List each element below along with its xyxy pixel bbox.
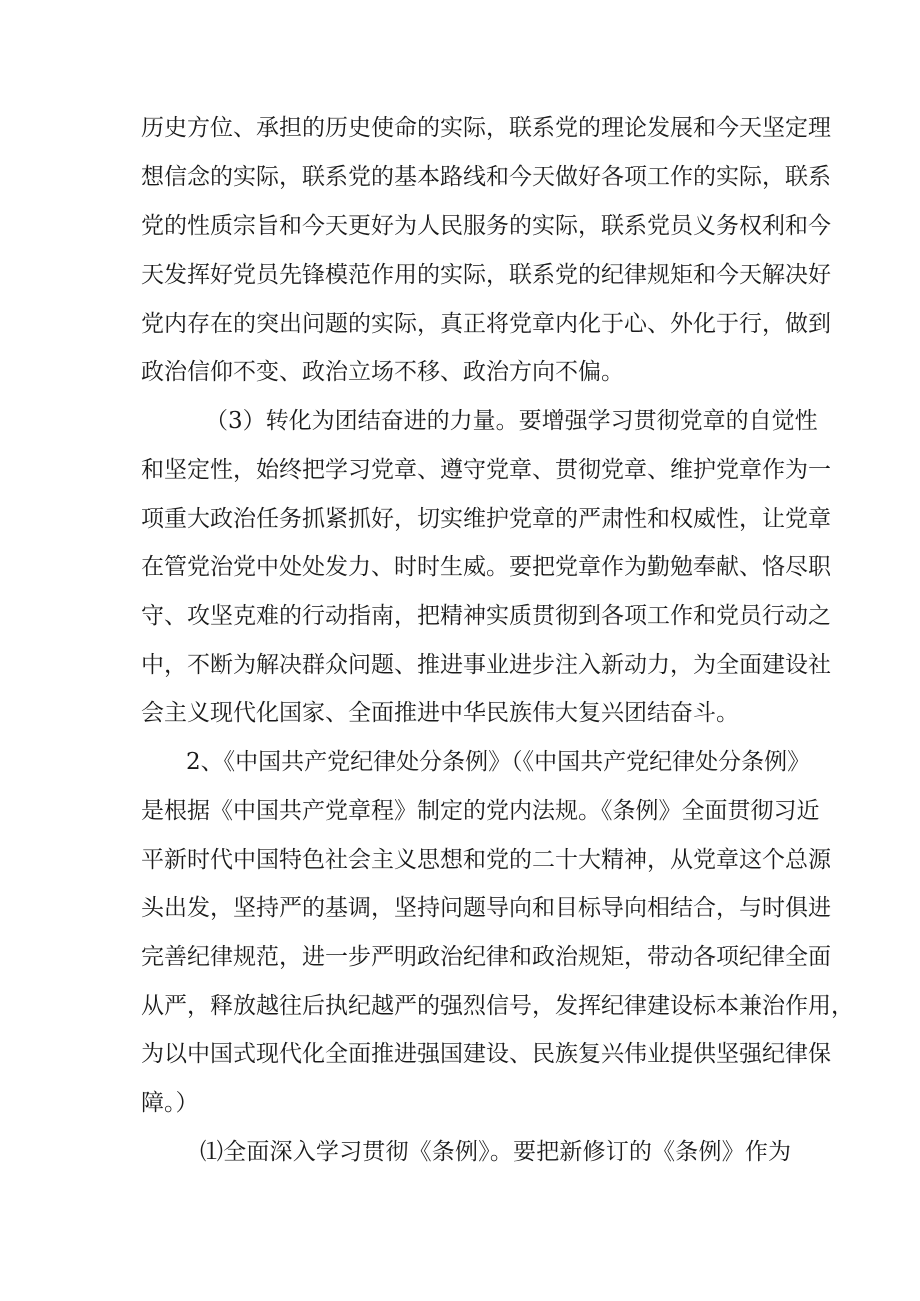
text-line-5: 党内存在的突出问题的实际，真正将党章内化于心、外化于行，做到 — [141, 311, 831, 337]
text-line-21: 障。） — [141, 1090, 199, 1116]
text-line-18: 完善纪律规范，进一步严明政治纪律和政治规矩，带动各项纪律全面 — [141, 944, 831, 970]
text-line-9: 项重大政治任务抓紧抓好，切实维护党章的严肃性和权威性，让党章 — [141, 506, 831, 532]
text-line-16: 平新时代中国特色社会主义思想和党的二十大精神，从党章这个总源 — [141, 847, 831, 873]
text-line-8: 和坚定性，始终把学习党章、遵守党章、贯彻党章、维护党章作为一 — [141, 457, 831, 483]
text-line-4: 天发挥好党员先锋模范作用的实际，联系党的纪律规矩和今天解决好 — [141, 262, 831, 288]
text-line-20: 为以中国式现代化全面推进强国建设、民族复兴伟业提供坚强纪律保 — [141, 1041, 831, 1067]
text-line-15: 是根据《中国共产党章程》制定的党内法规。《条例》全面贯彻习近 — [141, 798, 820, 824]
text-line-14: 2、《中国共产党纪律处分条例》（《中国共产党纪律处分条例》 — [186, 749, 811, 775]
text-line-7: （3）转化为团结奋进的力量。要增强学习贯彻党章的自觉性 — [205, 408, 818, 434]
text-line-6: 政治信仰不变、政治立场不移、政治方向不偏。 — [141, 359, 624, 385]
text-line-2: 想信念的实际，联系党的基本路线和今天做好各项工作的实际，联系 — [141, 164, 831, 190]
text-line-1: 历史方位、承担的历史使命的实际，联系党的理论发展和今天坚定理 — [141, 115, 831, 141]
text-line-19: 从严，释放越往后执纪越严的强烈信号，发挥纪律建设标本兼治作用， — [141, 993, 854, 1019]
text-line-22: ⑴全面深入学习贯彻《条例》。要把新修订的《条例》作为 — [200, 1139, 791, 1165]
text-line-17: 头出发，坚持严的基调，坚持问题导向和目标导向相结合，与时俱进 — [141, 895, 831, 921]
text-line-12: 中，不断为解决群众问题、推进事业进步注入新动力，为全面建设社 — [141, 652, 831, 678]
text-line-3: 党的性质宗旨和今天更好为人民服务的实际，联系党员义务权利和今 — [141, 213, 831, 239]
text-line-10: 在管党治党中处处发力、时时生威。要把党章作为勤勉奉献、恪尽职 — [141, 554, 831, 580]
text-line-11: 守、攻坚克难的行动指南，把精神实质贯彻到各项工作和党员行动之 — [141, 603, 831, 629]
text-line-13: 会主义现代化国家、全面推进中华民族伟大复兴团结奋斗。 — [141, 700, 739, 726]
